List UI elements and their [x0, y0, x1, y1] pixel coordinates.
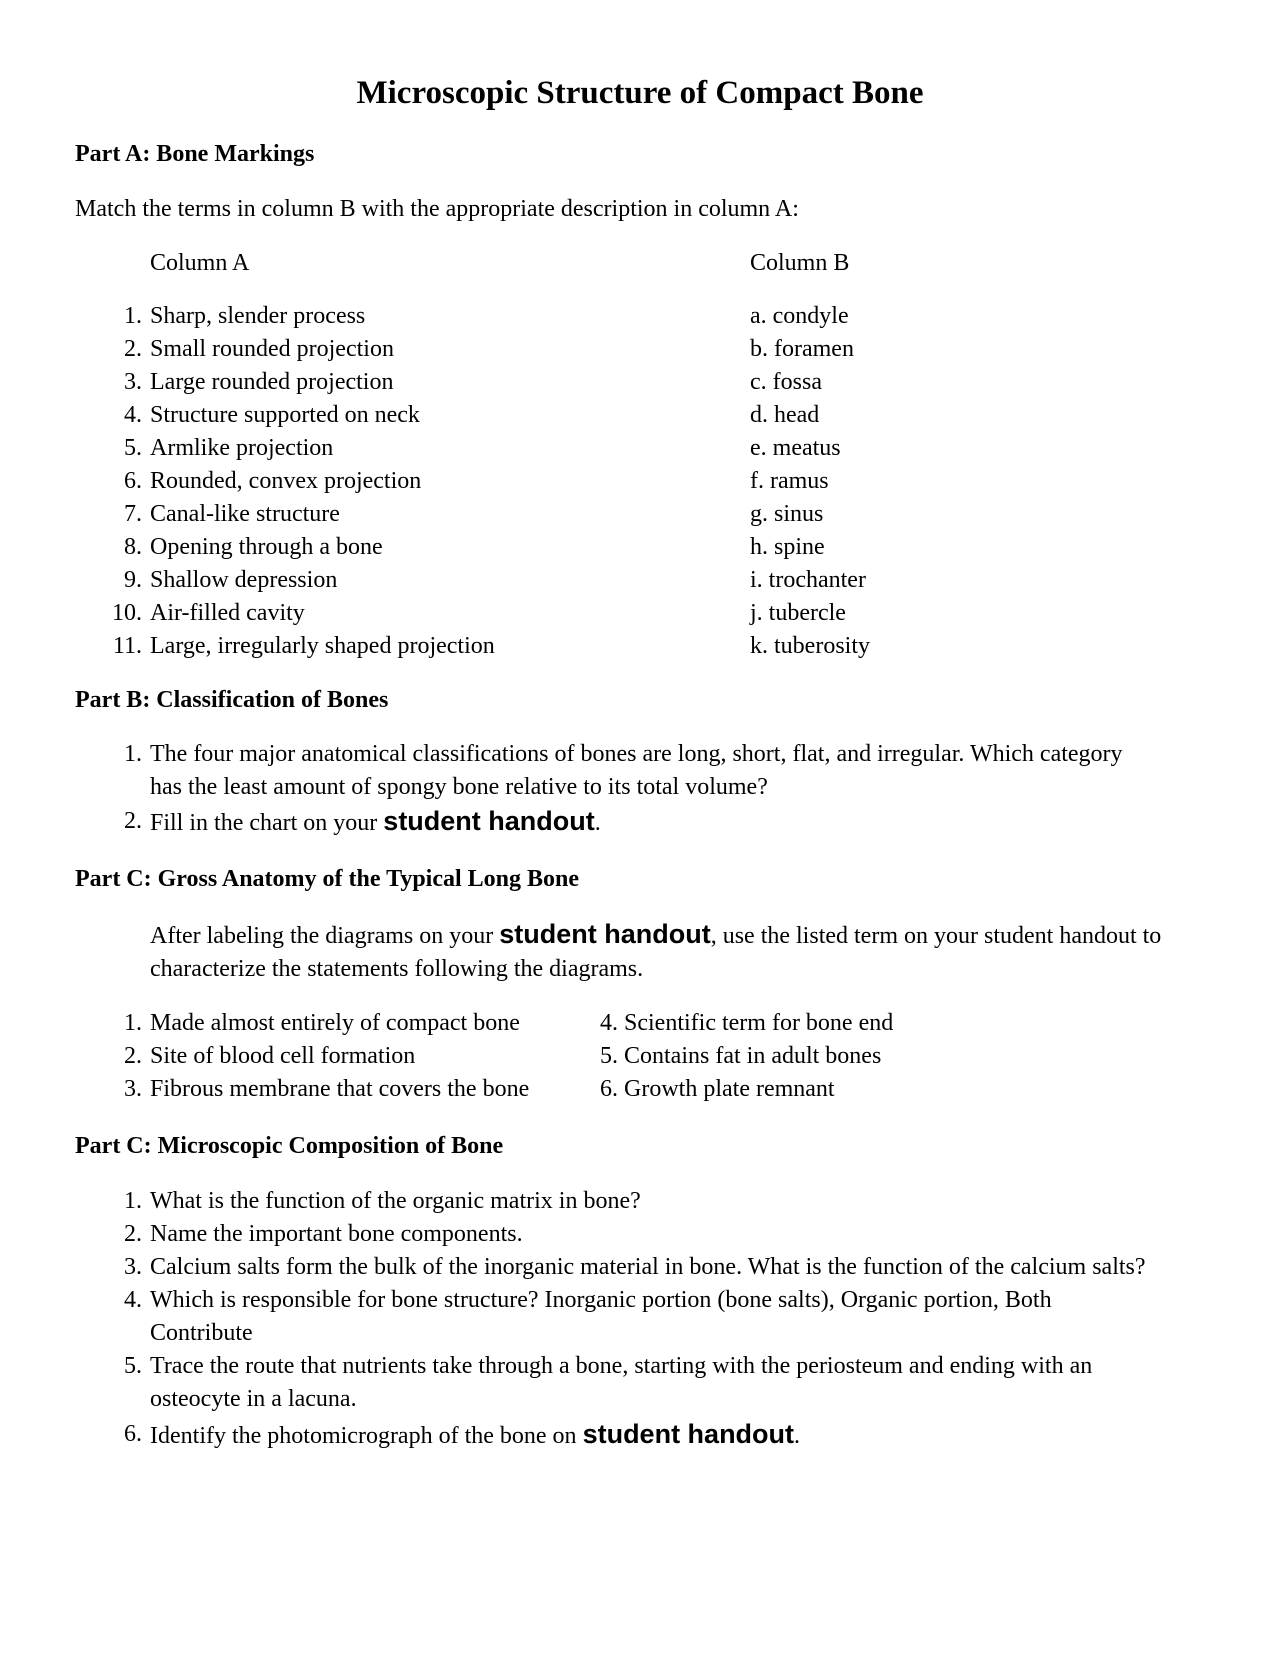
column-b-item: k. tuberosity	[750, 633, 870, 659]
gross-anatomy-item	[124, 1040, 529, 1073]
part-b-question-2	[124, 805, 601, 840]
item-number: 7.	[124, 501, 142, 527]
item-number: 5.	[124, 1353, 142, 1379]
column-b-item: c. fossa	[750, 369, 822, 395]
item-number: 4.	[124, 1287, 142, 1313]
intro-line	[150, 918, 1161, 953]
column-a-item	[124, 333, 495, 366]
column-b-item: a. condyle	[750, 303, 849, 329]
column-b-header: Column B	[750, 250, 850, 276]
column-a-item	[112, 630, 495, 663]
item-number: 8.	[124, 534, 142, 560]
gross-anatomy-item	[124, 1007, 529, 1040]
item-text: Large, irregularly shaped projection	[150, 633, 495, 659]
item-number: 3.	[124, 1254, 142, 1280]
item-number: 2.	[124, 1221, 142, 1247]
column-a-header: Column A	[150, 250, 250, 276]
gross-anatomy-right-list	[600, 1007, 893, 1106]
item-number: 2.	[124, 1043, 142, 1069]
item-number: 10.	[112, 600, 142, 626]
item-text: Sharp, slender process	[150, 303, 366, 329]
column-a-item	[124, 531, 495, 564]
micro-composition-list	[124, 1185, 1230, 1453]
intro-line: characterize the statements following the diagrams.	[150, 956, 644, 982]
item-text: Site of blood cell formation	[150, 1043, 416, 1069]
column-a-item	[124, 399, 495, 432]
emphasis-text: student handout	[383, 806, 595, 836]
item-text: Armlike projection	[150, 435, 334, 461]
item-text: Air-filled cavity	[150, 600, 305, 626]
micro-question-1	[124, 1185, 1230, 1218]
item-number: 2.	[124, 808, 142, 834]
item-text: Structure supported on neck	[150, 402, 420, 428]
item-number: 1.	[124, 741, 142, 767]
column-b-item: g. sinus	[750, 501, 824, 527]
part-c-micro-heading: Part C: Microscopic Composition of Bone	[75, 1133, 504, 1159]
column-a-item	[124, 300, 495, 333]
column-a-item	[124, 366, 495, 399]
item-number: 1.	[124, 1188, 142, 1214]
question-text: Name the important bone components.	[150, 1221, 523, 1247]
item-number: 3.	[124, 1076, 142, 1102]
column-b-item: e. meatus	[750, 435, 841, 461]
column-a-item	[112, 597, 495, 630]
column-b-item: h. spine	[750, 534, 825, 560]
question-text: Identify the photomicrograph of the bone on	[150, 1423, 583, 1449]
question-text: Calcium salts form the bulk of the inorganic material in bone. What is the function of the calcium salts?	[150, 1254, 1146, 1280]
column-a-item	[124, 465, 495, 498]
gross-anatomy-item: 5. Contains fat in adult bones	[600, 1043, 882, 1069]
question-text: What is the function of the organic matrix in bone?	[150, 1188, 641, 1214]
question-text-line: The four major anatomical classifications of bones are long, short, flat, and irregular. Which category	[150, 741, 1123, 767]
gross-anatomy-item: 6. Growth plate remnant	[600, 1076, 835, 1102]
page-title: Microscopic Structure of Compact Bone	[356, 75, 924, 111]
item-text: Large rounded projection	[150, 369, 394, 395]
column-a-item	[124, 498, 495, 531]
item-text: Fibrous membrane that covers the bone	[150, 1076, 530, 1102]
gross-anatomy-item: 4. Scientific term for bone end	[600, 1010, 894, 1036]
column-b-item: b. foramen	[750, 336, 854, 362]
item-number: 11.	[112, 633, 142, 659]
question-text-line: Contribute	[150, 1320, 253, 1346]
micro-question-5	[124, 1350, 1230, 1416]
question-text-line: osteocyte in a lacuna.	[150, 1386, 357, 1412]
question-text-line: Trace the route that nutrients take through a bone, starting with the periosteum and ending with an	[150, 1353, 1093, 1379]
column-b-item: f. ramus	[750, 468, 829, 494]
question-text-line: Which is responsible for bone structure? Inorganic portion (bone salts), Organic portion, Both	[150, 1287, 1052, 1313]
item-text: Shallow depression	[150, 567, 338, 593]
micro-question-6	[124, 1418, 1230, 1453]
column-a-item	[124, 564, 495, 597]
item-number: 9.	[124, 567, 142, 593]
part-b-heading: Part B: Classification of Bones	[75, 687, 389, 713]
item-number: 6.	[124, 468, 142, 494]
item-number: 5.	[124, 435, 142, 461]
item-text: Rounded, convex projection	[150, 468, 422, 494]
column-b-item: d. head	[750, 402, 820, 428]
micro-question-2	[124, 1218, 1230, 1251]
column-b-item: j. tubercle	[750, 600, 846, 626]
part-c-gross-intro	[150, 918, 1161, 986]
emphasis-text: student handout	[499, 919, 711, 949]
item-text: Opening through a bone	[150, 534, 383, 560]
part-b-question-1	[124, 738, 1123, 804]
emphasis-text: student handout	[582, 1419, 795, 1449]
item-number: 4.	[124, 402, 142, 428]
question-text-line: has the least amount of spongy bone relative to its total volume?	[150, 774, 768, 800]
question-text: Fill in the chart on your	[150, 810, 384, 836]
micro-question-4	[124, 1284, 1230, 1350]
intro-text: , use the listed term on your student handout to	[710, 923, 1162, 949]
column-b-list	[750, 300, 870, 663]
item-number: 1.	[124, 1010, 142, 1036]
column-b-item: i. trochanter	[750, 567, 866, 593]
part-c-gross-heading: Part C: Gross Anatomy of the Typical Long Bone	[75, 866, 580, 892]
part-a-instruction: Match the terms in column B with the appropriate description in column A:	[75, 196, 799, 222]
gross-anatomy-left-list	[124, 1007, 530, 1106]
item-number: 1.	[124, 303, 142, 329]
column-a-item	[124, 432, 495, 465]
item-text: Canal-like structure	[150, 501, 340, 527]
item-number: 6.	[124, 1421, 142, 1447]
gross-anatomy-item	[124, 1073, 530, 1106]
part-a-heading: Part A: Bone Markings	[75, 141, 315, 167]
punctuation: .	[794, 1423, 801, 1449]
item-number: 2.	[124, 336, 142, 362]
item-text: Made almost entirely of compact bone	[150, 1010, 520, 1036]
item-text: Small rounded projection	[150, 336, 394, 362]
punctuation: .	[594, 810, 601, 836]
intro-text: After labeling the diagrams on your	[150, 923, 500, 949]
micro-question-3	[124, 1251, 1230, 1284]
item-number: 3.	[124, 369, 142, 395]
column-a-list	[112, 300, 495, 663]
